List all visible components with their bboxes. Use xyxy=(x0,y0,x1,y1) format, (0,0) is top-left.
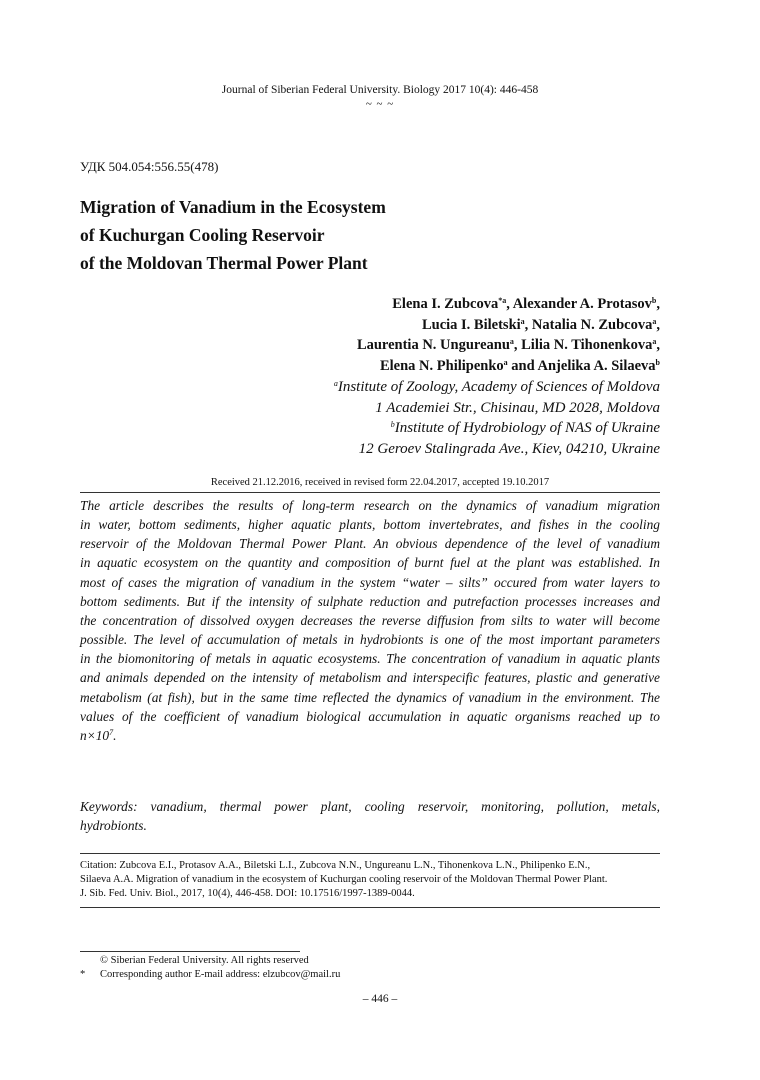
author-line: Elena I. Zubcova$^{*a}$, Alexander A. Protasov$^b$, xyxy=(392,296,660,312)
author-affiliation-mark: b xyxy=(651,296,657,305)
abstract-top-rule xyxy=(80,492,660,493)
title-line: of Kuchurgan Cooling Reservoir xyxy=(80,225,325,245)
received-dates: Received 21.12.2016, received in revised form 22.04.2017, accepted 19.10.2017 xyxy=(210,477,550,488)
abstract-value: n×10 xyxy=(80,727,110,743)
citation-line: Silaeva A.A. Migration of vanadium in the ecosystem of Kuchurgan cooling reservoir of the Moldovan Thermal Power Plant. xyxy=(80,874,608,885)
author-name: Anjelika A. Silaeva xyxy=(537,357,656,374)
copyright-note: © Siberian Federal University. All rights reserved xyxy=(100,955,309,966)
keywords xyxy=(80,797,660,835)
author-name: Natalia N. Zubcova xyxy=(531,316,653,333)
corresponding-author: Corresponding author E-mail address: elzubcov@mail.ru xyxy=(100,969,341,980)
abstract-end: . xyxy=(113,727,117,743)
citation-top-rule xyxy=(80,853,660,854)
abstract-line: bottom sediments. But if the intensity of sulphate reduction and putrefaction processes increases and xyxy=(80,593,660,609)
affiliation-list xyxy=(100,377,660,459)
abstract xyxy=(80,496,660,745)
udk-code: УДК 504.054:556.55(478) xyxy=(80,159,219,174)
affiliation-address: 1 Academiei Str., Chisinau, MD 2028, Moldova xyxy=(375,399,660,416)
author-connector: and xyxy=(511,357,535,374)
abstract-line: and animals depended on the intensity of metabolism and interspecific features, plastic and generative xyxy=(80,670,660,686)
abstract-line: the concentration of dissolved oxygen decreases the reverse diffusion from silts to water will become xyxy=(80,612,660,628)
footnote-rule xyxy=(80,951,300,952)
title-line: Migration of Vanadium in the Ecosystem xyxy=(80,197,386,217)
abstract-line: most of cases the migration of vanadium in the system “water – silts” occured from water layers to xyxy=(80,574,660,590)
author-name: Alexander A. Protasov xyxy=(512,296,652,312)
abstract-last-line xyxy=(80,726,660,745)
affiliation-institute: Institute of Hydrobiology of NAS of Ukraine xyxy=(394,420,660,436)
affiliation-line xyxy=(100,418,660,439)
abstract-line: possible. The level of accumulation of metals in hydrobionts is one of the most important parameters xyxy=(80,632,660,648)
author-line: Laurentia N. Ungureanu$^a$, Lilia N. Tihonenkova$^a$, xyxy=(356,337,660,353)
author-line xyxy=(100,356,660,377)
abstract-exponent: 7 xyxy=(109,727,114,737)
author-name: Laurentia N. Ungureanu xyxy=(356,337,510,353)
abstract-line: reservoir of the Moldovan Thermal Power Plant. An obvious dependence of the level of vanadium xyxy=(80,536,660,552)
header-ornament: ~ ~ ~ xyxy=(365,98,395,110)
author-list xyxy=(100,294,660,376)
author-name: Elena N. Philipenko xyxy=(379,357,504,374)
abstract-line: in the biomonitoring of metals in aquatic ecosystems. The concentration of vanadium in aquatic plants xyxy=(80,651,660,667)
author-affiliation-mark: *a xyxy=(498,296,507,305)
affiliation-line xyxy=(100,377,660,398)
author-affiliation-mark: a xyxy=(652,316,657,326)
author-affiliation-mark: b xyxy=(655,357,660,367)
author-name: Elena I. Zubcova xyxy=(392,296,499,312)
citation xyxy=(80,859,660,901)
author-affiliation-mark: a xyxy=(509,337,514,346)
citation-line: J. Sib. Fed. Univ. Biol., 2017, 10(4), 446-458. DOI: 10.17516/1997-1389-0044. xyxy=(80,888,415,899)
page-number: – 446 – xyxy=(362,993,398,1005)
abstract-line: in aquatic ecosystem on the quantity and composition of burnt fuel at the plant was established. In xyxy=(80,555,660,571)
affiliation-institute: Institute of Zoology, Academy of Sciences of Moldova xyxy=(337,379,660,395)
author-affiliation-mark: a xyxy=(652,337,657,346)
affiliation-address: 12 Geroev Stalingrada Ave., Kiev, 04210, Ukraine xyxy=(358,440,660,457)
journal-header: Journal of Siberian Federal University. Biology 2017 10(4): 446-458 xyxy=(221,84,539,96)
title-line: of the Moldovan Thermal Power Plant xyxy=(80,253,368,273)
author-name: Lucia I. Biletski xyxy=(421,316,521,333)
author-name: Lilia N. Tihonenkova xyxy=(521,337,653,353)
author-line: Lucia I. Biletski$^a$, Natalia N. Zubcova$^a$, xyxy=(421,316,660,333)
footnote-marker: * xyxy=(80,969,86,980)
article-title xyxy=(80,193,386,277)
citation-line: Citation: Zubcova E.I., Protasov A.A., Biletski L.I., Zubcova N.N., Ungureanu L.N., Tihonenkova L.N., Philipenko E.N., xyxy=(80,860,591,871)
abstract-line: in water, bottom sediments, higher aquatic plants, bottom invertebrates, and fishes in the cooling xyxy=(80,517,660,533)
keywords-line: Keywords: vanadium, thermal power plant, cooling reservoir, monitoring, pollution, metals, xyxy=(80,799,660,814)
citation-bottom-rule xyxy=(80,907,660,908)
abstract-line: The article describes the results of long-term research on the dynamics of vanadium migration xyxy=(80,498,660,513)
abstract-line: metabolism (at fish), but in the same time reflected the dynamics of vanadium in the environment. The xyxy=(80,689,660,705)
author-affiliation-mark: a xyxy=(503,357,508,367)
affiliation-mark: b xyxy=(390,420,395,429)
keywords-line: hydrobionts. xyxy=(80,818,147,834)
affiliation-mark: a xyxy=(333,379,338,388)
author-affiliation-mark: a xyxy=(520,316,525,326)
abstract-line: values of the coefficient of vanadium biological accumulation in aquatic organisms reached up to xyxy=(80,708,660,724)
